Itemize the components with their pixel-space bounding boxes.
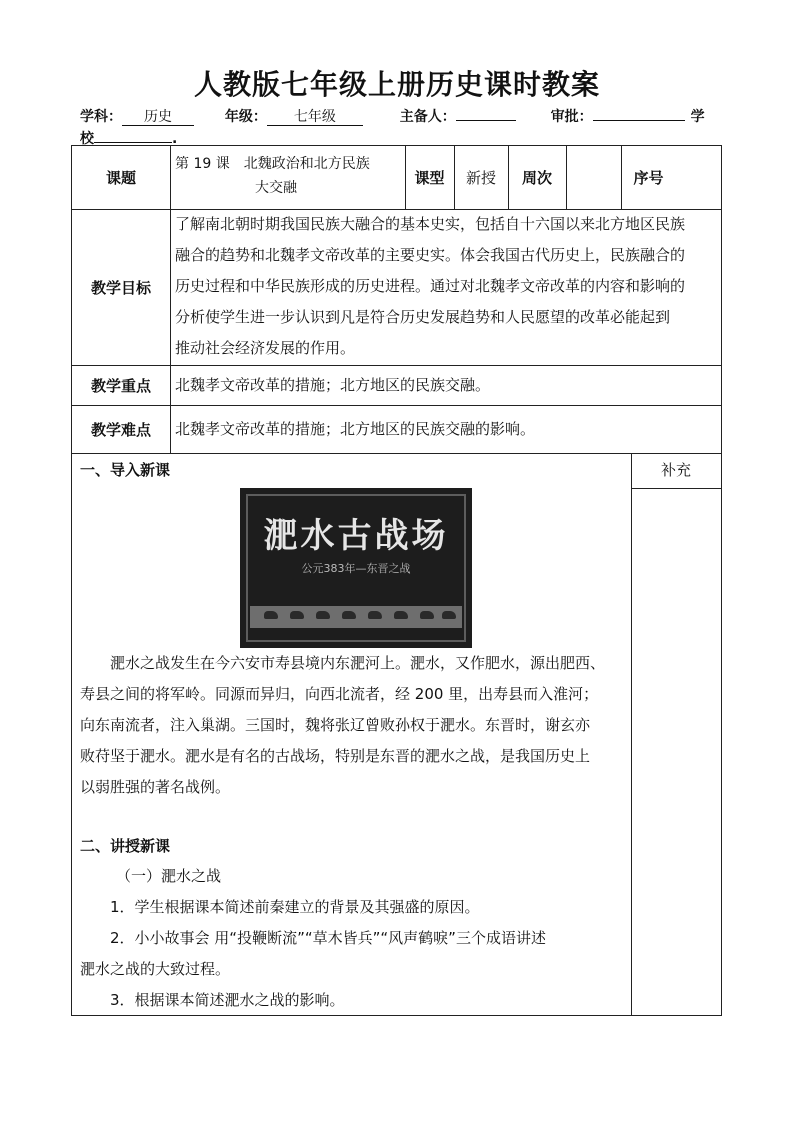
intro-line: 寿县之间的将军岭。同源而异归，向西北流者，经 200 里，出寿县而入淮河； bbox=[80, 685, 599, 703]
week-value bbox=[566, 146, 621, 209]
page-title: 人教版七年级上册历史课时教案 bbox=[193, 68, 600, 101]
col-divider bbox=[170, 146, 171, 453]
lecture-content bbox=[80, 861, 628, 1016]
battlefield-stele-photo bbox=[240, 488, 472, 648]
subject-value: 历史 bbox=[122, 109, 194, 126]
goals-line: 了解南北朝时期我国民族大融合的基本史实，包括自十六国以来北方地区民族 bbox=[175, 215, 686, 233]
lecture-item-3: 3．根据课本简述淝水之战的影响。 bbox=[110, 991, 345, 1009]
difficulties-text: 北魏孝文帝改革的措施；北方地区的民族交融的影响。 bbox=[175, 420, 536, 438]
type-label: 课型 bbox=[414, 169, 445, 187]
topic-line-2: 大交融 bbox=[255, 180, 297, 196]
topic-label: 课题 bbox=[105, 169, 136, 187]
intro-paragraph bbox=[80, 648, 628, 803]
goals-line: 融合的趋势和北魏孝文帝改革的主要史实。体会我国古代历史上，民族融合的 bbox=[175, 246, 686, 264]
key-points-text: 北魏孝文帝改革的措施；北方地区的民族交融。 bbox=[175, 376, 491, 394]
intro-line: 淝水之战发生在今六安市寿县境内东淝河上。淝水，又作肥水，源出肥西、 bbox=[110, 654, 606, 672]
school-label-end: 校 bbox=[80, 131, 94, 147]
section-2-title: 二、讲授新课 bbox=[80, 837, 171, 855]
seq-label: 序号 bbox=[633, 169, 664, 187]
goals-text bbox=[175, 209, 720, 364]
goals-line: 推动社会经济发展的作用。 bbox=[175, 339, 356, 357]
supplement-divider bbox=[631, 488, 721, 489]
approval-value bbox=[593, 120, 685, 121]
supplement-label: 补充 bbox=[660, 461, 691, 479]
row-divider bbox=[72, 453, 721, 454]
goals-line: 历史过程和中华民族形成的历史进程。通过对北魏孝文帝改革的内容和影响的 bbox=[175, 277, 686, 295]
intro-line: 以弱胜强的著名战例。 bbox=[80, 778, 231, 796]
goals-label: 教学目标 bbox=[90, 278, 151, 297]
grade-value: 七年级 bbox=[267, 109, 363, 126]
subsection-1-title: （一）淝水之战 bbox=[116, 867, 222, 885]
col-divider bbox=[631, 453, 632, 1015]
school-label-start: 学 bbox=[690, 109, 705, 125]
topic-value bbox=[175, 152, 403, 200]
key-points-label: 教学重点 bbox=[90, 376, 151, 395]
lecture-item-2-cont: 淝水之战的大致过程。 bbox=[80, 960, 231, 978]
stele-caption: 淝水古战场 bbox=[263, 516, 449, 556]
intro-line: 败苻坚于淝水。淝水是有名的古战场，特别是东晋的淝水之战，是我国历史上 bbox=[80, 747, 591, 765]
school-value bbox=[94, 142, 172, 143]
section-1-title: 一、导入新课 bbox=[80, 461, 171, 479]
grade-label: 年级： bbox=[224, 109, 267, 125]
school-end-mark: . bbox=[172, 131, 178, 147]
goals-line: 分析使学生进一步认识到凡是符合历史发展趋势和人民愿望的改革必能起到 bbox=[175, 308, 671, 326]
approval-label: 审批： bbox=[550, 109, 593, 125]
horse-relief-band bbox=[250, 606, 462, 628]
preparer-value bbox=[456, 120, 516, 121]
stele-subcaption: 公元383年—东晋之战 bbox=[301, 562, 411, 575]
seq-value bbox=[676, 146, 721, 209]
intro-line: 向东南流者，注入巢湖。三国时，魏将张辽曾败孙权于淝水。东晋时，谢玄亦 bbox=[80, 716, 591, 734]
difficulties-label: 教学难点 bbox=[90, 420, 151, 439]
subject-label: 学科： bbox=[80, 109, 122, 125]
type-value: 新授 bbox=[465, 169, 496, 187]
preparer-label: 主备人： bbox=[399, 109, 456, 125]
week-label: 周次 bbox=[521, 169, 552, 187]
meta-line bbox=[80, 106, 720, 126]
lecture-item-2: 2．小小故事会 用“投鞭断流”“草木皆兵”“风声鹤唳”三个成语讲述 bbox=[110, 929, 546, 947]
topic-line-1: 第 19 课 北魏政治和北方民族 bbox=[175, 156, 370, 172]
lecture-item-1: 1．学生根据课本简述前秦建立的背景及其强盛的原因。 bbox=[110, 898, 480, 916]
